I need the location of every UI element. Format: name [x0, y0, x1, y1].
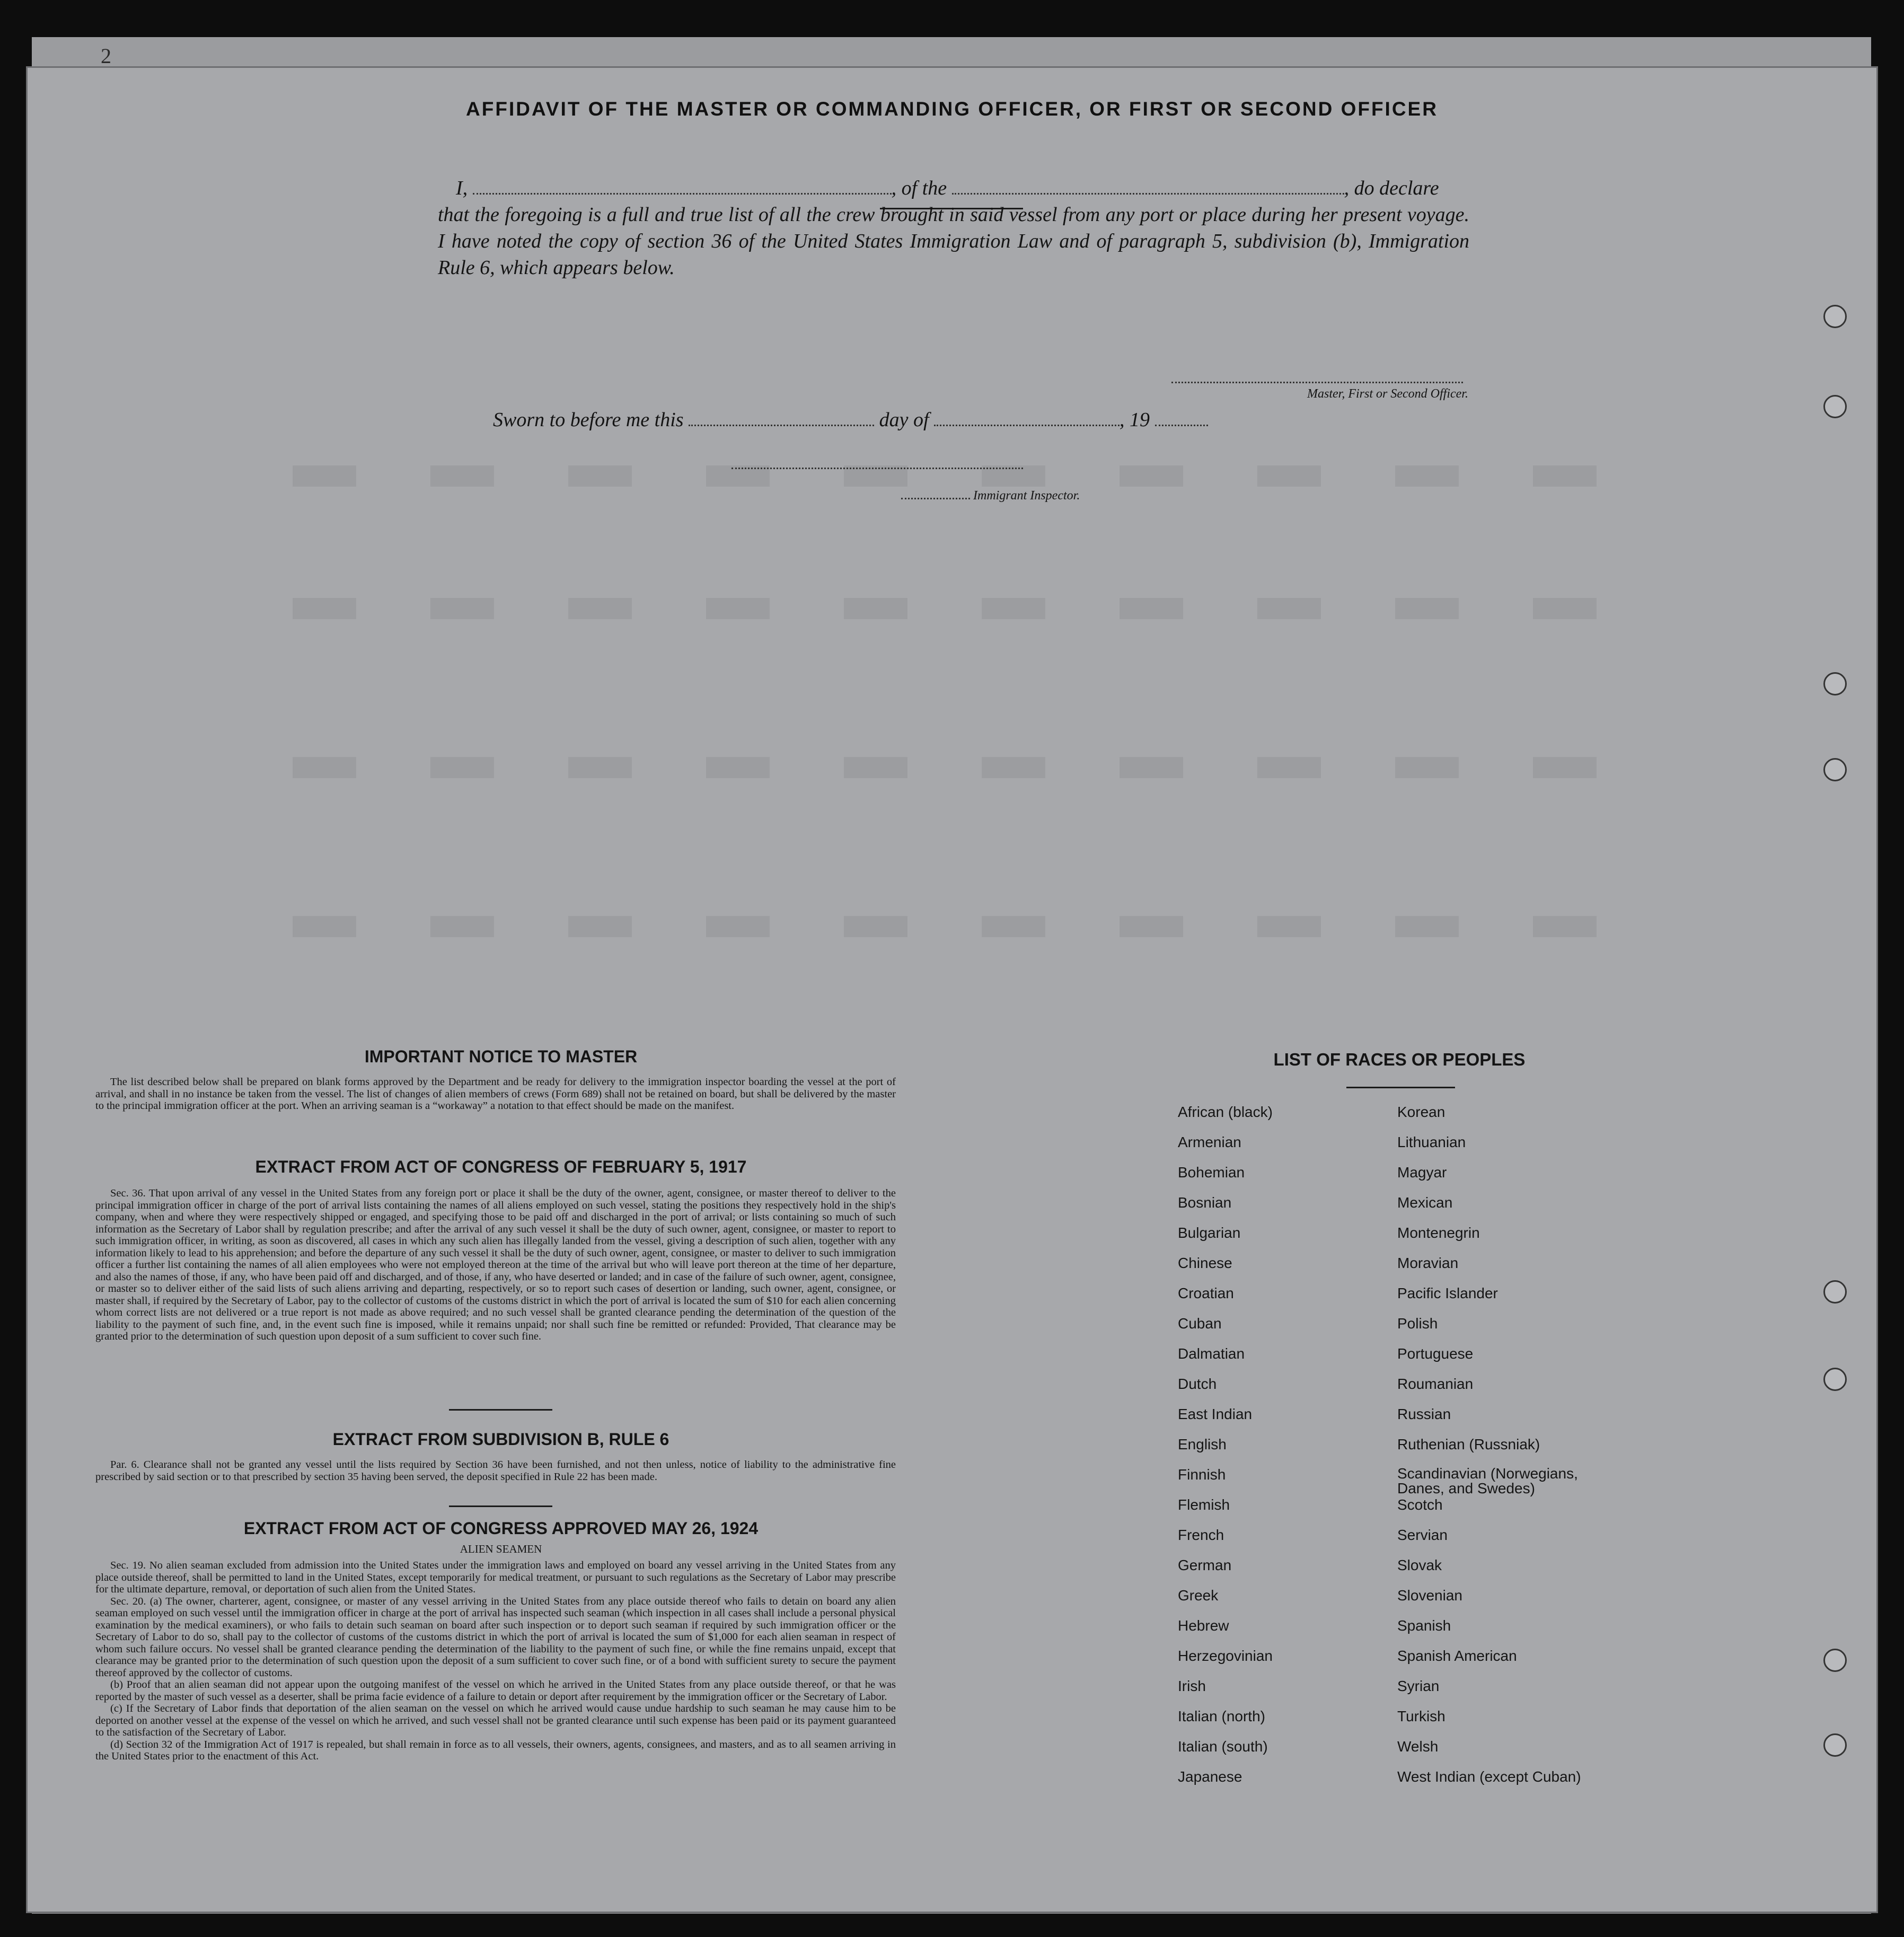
race-item: Irish: [1178, 1678, 1206, 1694]
race-item: Syrian: [1397, 1678, 1440, 1694]
race-item: Moravian: [1397, 1255, 1459, 1271]
race-item: English: [1178, 1436, 1227, 1452]
race-item: East Indian: [1178, 1406, 1253, 1422]
officer-caption: Master, First or Second Officer.: [1307, 387, 1468, 401]
affidavit-title: AFFIDAVIT OF THE MASTER OR COMMANDING OFFICER, OR FIRST OR SECOND OFFICER: [466, 98, 1438, 120]
section-rule: [449, 1505, 552, 1507]
extract-rule6-text: [95, 1459, 896, 1483]
race-item: Herzegovinian: [1178, 1648, 1273, 1664]
race-item: Magyar: [1397, 1164, 1447, 1181]
race-item: Mexican: [1397, 1194, 1453, 1211]
binder-hole: [1823, 1280, 1847, 1304]
extract-rule6-title: EXTRACT FROM SUBDIVISION B, RULE 6: [332, 1430, 669, 1449]
race-item: Korean: [1397, 1104, 1445, 1120]
inspector-signature-field[interactable]: [731, 457, 1023, 469]
binder-hole: [1823, 758, 1847, 781]
race-item: Slovak: [1397, 1557, 1442, 1573]
sworn-label: Sworn to before me this: [493, 409, 684, 431]
race-item: Spanish: [1397, 1617, 1451, 1634]
race-item: Bosnian: [1178, 1194, 1232, 1211]
race-item: Welsh: [1397, 1738, 1439, 1755]
races-title: LIST OF RACES OR PEOPLES: [1273, 1050, 1526, 1069]
section-rule: [449, 1409, 552, 1411]
binder-hole: [1823, 672, 1847, 695]
race-item: German: [1178, 1557, 1232, 1573]
race-item: Ruthenian (Russniak): [1397, 1436, 1540, 1452]
year-prefix: , 19: [1120, 409, 1150, 431]
races-rule: [1346, 1087, 1455, 1088]
binder-hole: [1823, 1649, 1847, 1672]
race-item: Bohemian: [1178, 1164, 1245, 1181]
race-item: Russian: [1397, 1406, 1451, 1422]
officer-name-field[interactable]: [473, 177, 892, 195]
race-item: Dutch: [1178, 1376, 1217, 1392]
race-item: Flemish: [1178, 1496, 1230, 1513]
race-item: Slovenian: [1397, 1587, 1462, 1604]
affidavit-body: that the foregoing is a full and true list of all the crew brought in said vessel from any port or place during her present voyage. I have noted the copy of section 36 of the United States Immigration Law and of paragraph 5, subdivision (b), Immigration Rule 6, which appears below.: [438, 204, 1469, 279]
vessel-name-field[interactable]: [952, 177, 1344, 195]
race-item: Roumanian: [1397, 1376, 1474, 1392]
race-item: Portuguese: [1397, 1345, 1474, 1362]
race-item: Greek: [1178, 1587, 1219, 1604]
extract-1924-title: EXTRACT FROM ACT OF CONGRESS APPROVED MAY 26, 1924: [243, 1519, 759, 1538]
extract-1924-text: [95, 1560, 896, 1763]
inspector-caption-dots: [901, 490, 970, 499]
notice-paragraph: The list described below shall be prepared on blank forms approved by the Department and be ready for delivery to the immigration inspector boarding the vessel at the port of arrival, and shall in no instance be taken from the vessel. The list of changes of alien members of crews (Form 689) shall not be retained on board, but shall be delivered by the master to the principal immigration officer at the port. When an arriving seaman is a “workaway” a notation to that effect should be made on the manifest.: [95, 1076, 896, 1112]
sworn-day-field[interactable]: [689, 409, 874, 426]
sworn-line: [493, 408, 1208, 432]
extract-1917-text: [95, 1187, 896, 1343]
section-20b-paragraph: (b) Proof that an alien seaman did not appear upon the outgoing manifest of the vessel on which he arrived in the United States from any place outside thereof, or that he was reported by the master of such vessel as a deserter, shall be prima facie evidence of a failure to detain or deport after requirement by the immigration officer or the Secretary of Labor.: [95, 1679, 896, 1703]
section-20a-paragraph: Sec. 20. (a) The owner, charterer, agent, consignee, or master of any vessel arriving in the United States from any place outside thereof who fails to detain on board any alien seaman employed on such vessel until the immigration officer in charge at the port of arrival has inspected such seaman (which inspection in all cases shall include a personal physical examination by the medical examiners), or who fails to detain such seaman on board after such inspection or to deport such seaman if required by such immigration officer or the Secretary of Labor to do so, shall pay to the collector of customs of the customs district in which the port of arrival is located the sum of $1,000 for each alien seaman in respect of whom such failure occurs. No vessel shall be granted clearance pending the determination of the liability to the payment of such fine, or while the fine remains unpaid, except that clearance may be granted prior to the determination of such question upon the deposit of a sum sufficient to cover such fine, or of a bond with sufficient surety to secure the payment thereof approved by the collector of customs.: [95, 1595, 896, 1679]
race-item: Polish: [1397, 1315, 1438, 1332]
race-item: Finnish: [1178, 1466, 1226, 1483]
race-item: Japanese: [1178, 1768, 1242, 1785]
race-item: Armenian: [1178, 1134, 1241, 1150]
race-item: Bulgarian: [1178, 1225, 1241, 1241]
extract-1924-subtitle: ALIEN SEAMEN: [460, 1543, 542, 1555]
race-item: Lithuanian: [1397, 1134, 1466, 1150]
race-item: West Indian (except Cuban): [1397, 1768, 1581, 1785]
race-item: Turkish: [1397, 1708, 1445, 1724]
race-item: Servian: [1397, 1527, 1448, 1543]
race-item: Chinese: [1178, 1255, 1232, 1271]
notice-text: [95, 1076, 896, 1112]
race-item: Dalmatian: [1178, 1345, 1245, 1362]
race-item: Pacific Islander: [1397, 1285, 1498, 1301]
declaration-of-the: , of the: [891, 177, 947, 199]
paragraph-6: Par. 6. Clearance shall not be granted any vessel until the lists required by Section 36 have been furnished, and not then unless, notice of liability to the administrative fine prescribed by said section or to that prescribed by section 35 having been served, the deposit specified in Rule 22 has been made.: [95, 1459, 896, 1483]
race-item: Croatian: [1178, 1285, 1234, 1301]
show-through-text: [293, 757, 1618, 778]
show-through-text: [293, 916, 1618, 937]
binder-hole: [1823, 1733, 1847, 1757]
race-item: Scandinavian (Norwegians, Danes, and Swedes): [1397, 1465, 1578, 1496]
extract-1917-title: EXTRACT FROM ACT OF CONGRESS OF FEBRUARY 5, 1917: [255, 1157, 747, 1176]
race-item: Italian (south): [1178, 1738, 1268, 1755]
race-item: African (black): [1178, 1104, 1273, 1120]
declaration-do-declare: , do declare: [1344, 177, 1439, 199]
page-mark: 2: [101, 44, 111, 68]
affidavit-statement: [438, 175, 1469, 281]
notice-title: IMPORTANT NOTICE TO MASTER: [364, 1047, 638, 1066]
binder-hole: [1823, 395, 1847, 418]
sworn-month-field[interactable]: [934, 409, 1120, 426]
section-36-paragraph: Sec. 36. That upon arrival of any vessel in the United States from any foreign port or place it shall be the duty of the owner, agent, consignee, or master thereof to deliver to the principal immigration officer in charge of the port of arrival lists containing the names of all aliens employed on such vessel, stating the positions they respectively hold in the ship's company, when and where they were respectively shipped or engaged, and specifying those to be paid off and discharged in the port of arrival; or lists containing so much of such information as the Secretary of Labor shall by regulation prescribe; and after the arrival of any such vessel it shall be the duty of such owner, agent, consignee, or master to report to such immigration officer, in writing, as soon as discovered, all cases in which any such alien has illegally landed from the vessel, giving a description of such alien, together with any information likely to lead to his apprehension; and before the departure of any such vessel it shall be the duty of such owner, agent, consignee, or master to deliver to such immigration officer a further list containing the names of all alien employees who were not employed thereon at the time of the arrival but who will leave port thereon at the time of her departure, and also the names of those, if any, who have been paid off and discharged, and of those, if any, who have deserted or landed; and in case of the failure of such owner, agent, consignee, or master so to deliver either of the said lists of such aliens arriving and departing, respectively, or so to report such cases of desertion or landing, such owner, agent, consignee, or master shall, if required by the Secretary of Labor, pay to the collector of customs of the customs district in which the port of arrival is located the sum of $10 for each alien concerning whom correct lists are not delivered or a true report is not made as above required; and no such vessel shall be granted clearance pending the determination of the question of the liability to the payment of such fine, and, in the event such fine is imposed, while it remains unpaid; nor shall such fine be remitted or refunded: Provided, That clearance may be granted prior to the determination of such question upon deposit of a sum sufficient to cover such fine.: [95, 1187, 896, 1342]
officer-signature-field[interactable]: [1171, 371, 1463, 383]
day-of-label: day of: [879, 409, 929, 431]
binder-hole: [1823, 1368, 1847, 1391]
race-item: Italian (north): [1178, 1708, 1265, 1724]
show-through-text: [293, 598, 1618, 619]
race-item: Cuban: [1178, 1315, 1222, 1332]
section-20d-paragraph: (d) Section 32 of the Immigration Act of 1917 is repealed, but shall remain in force as to all vessels, their owners, agents, consignees, and masters, and as to all seamen arriving in the United States prior to the enactment of this Act.: [95, 1738, 896, 1762]
inspector-caption: Immigrant Inspector.: [973, 489, 1080, 503]
race-item: Montenegrin: [1397, 1225, 1480, 1241]
declaration-line: [438, 175, 1469, 201]
declaration-i: I,: [456, 177, 468, 199]
section-20c-paragraph: (c) If the Secretary of Labor finds that deportation of the alien seaman on the vessel on which he arrived would cause undue hardship to such seaman he may cause him to be deported on another vessel at the expense of the vessel on which he arrived, and such vessel shall not be granted clearance until such expense has been paid or its payment guaranteed to the satisfaction of the Secretary of Labor.: [95, 1703, 896, 1738]
race-item: French: [1178, 1527, 1224, 1543]
section-19-paragraph: Sec. 19. No alien seaman excluded from admission into the United States under the immigration laws and employed on board any vessel arriving in the United States from any place outside thereof, shall be permitted to land in the United States, except temporarily for medical treatment, or pursuant to such regulations as the Secretary of Labor may prescribe for the ultimate departure, removal, or deportation of such alien from the United States.: [95, 1560, 896, 1595]
race-item: Scotch: [1397, 1496, 1443, 1513]
binder-hole: [1823, 305, 1847, 328]
inspector-caption-line: [901, 489, 1103, 503]
race-item: Hebrew: [1178, 1617, 1229, 1634]
race-item: Spanish American: [1397, 1648, 1517, 1664]
sworn-year-field[interactable]: [1155, 409, 1208, 426]
